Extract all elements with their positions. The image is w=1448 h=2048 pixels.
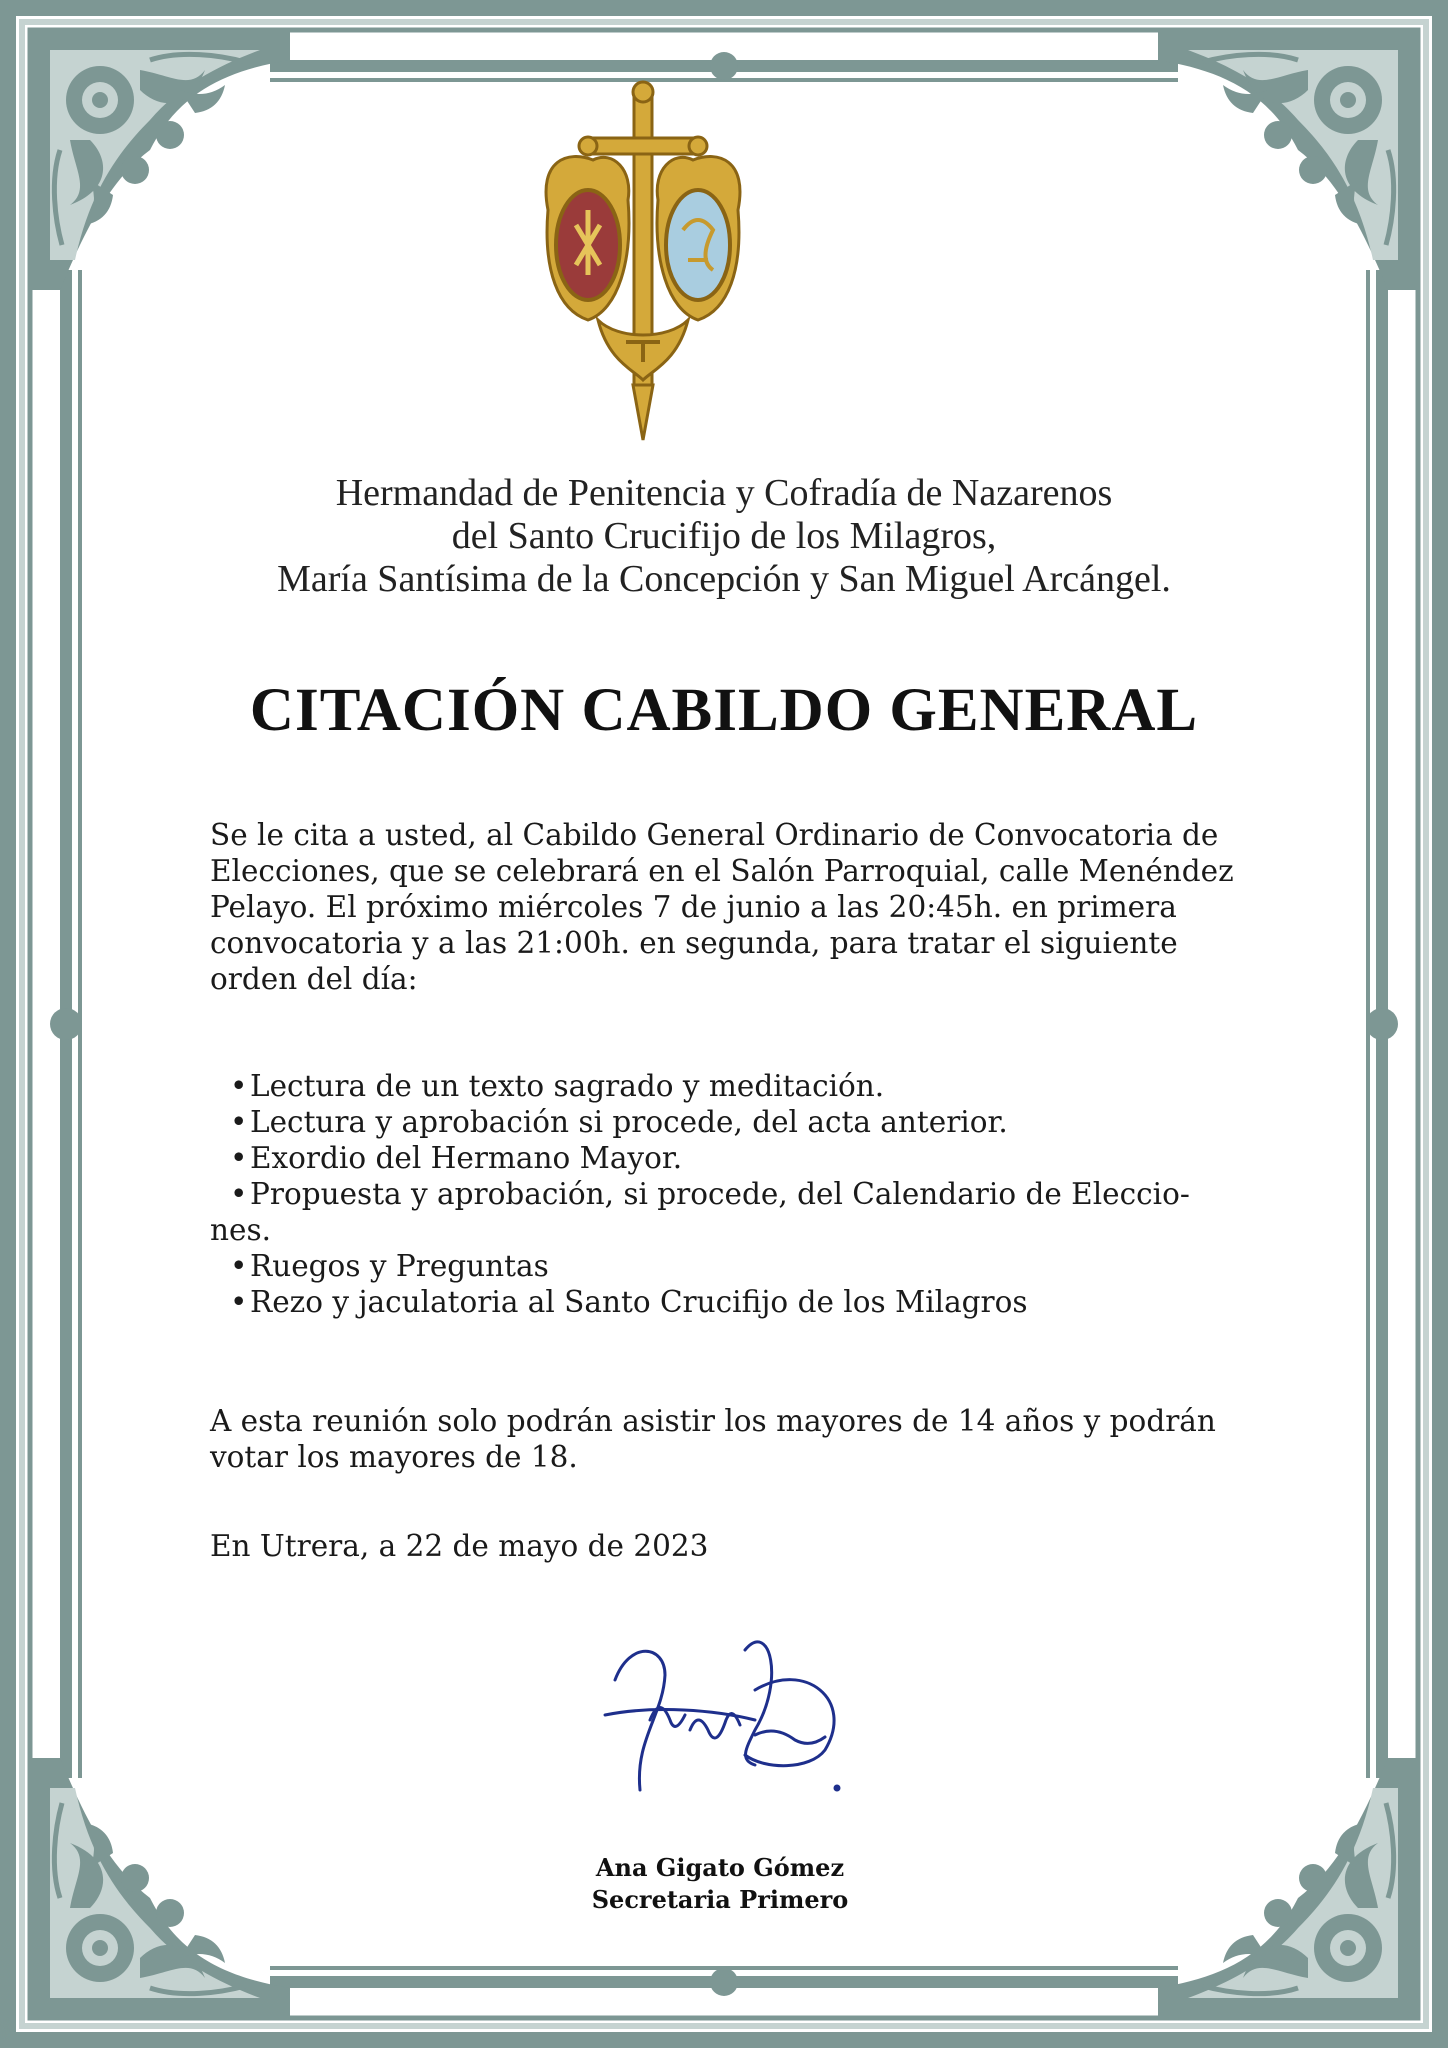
agenda-item-text: Ruegos y Preguntas	[250, 1249, 549, 1283]
agenda-item	[210, 1176, 1260, 1248]
signer-role: Secretaria Primero	[591, 1885, 849, 1914]
intro-line: Pelayo. El próximo miércoles 7 de junio a las 20:45h. en primera	[210, 890, 1177, 924]
attendance-line: votar los mayores de 18.	[210, 1440, 578, 1474]
attendance-line: A esta reunión solo podrán asistir los mayores de 14 años y podrán	[210, 1404, 1216, 1438]
brotherhood-name	[120, 472, 1328, 601]
brotherhood-name-line-1: Hermandad de Penitencia y Cofradía de Nazarenos	[335, 472, 1113, 514]
place-and-date: En Utrera, a 22 de mayo de 2023	[210, 1529, 709, 1563]
agenda-item-text: Exordio del Hermano Mayor.	[250, 1141, 683, 1175]
agenda-list	[210, 1068, 1260, 1320]
signer-block	[470, 1852, 970, 1916]
attendance-note	[210, 1403, 1260, 1475]
agenda-item	[230, 1104, 1260, 1140]
intro-line: Se le cita a usted, al Cabildo General Ordinario de Convocatoria de	[210, 818, 1219, 852]
handwritten-signature-icon	[595, 1620, 865, 1810]
intro-paragraph	[210, 817, 1260, 997]
agenda-item-continuation: nes.	[210, 1213, 271, 1247]
intro-line: orden del día:	[210, 962, 418, 996]
intro-line: convocatoria y a las 21:00h. en segunda, para tratar el siguiente	[210, 926, 1178, 960]
agenda-item-text: Lectura de un texto sagrado y meditación.	[250, 1069, 885, 1103]
intro-line: Elecciones, que se celebrará en el Salón Parroquial, calle Menéndez	[210, 854, 1234, 888]
brotherhood-name-line-3: María Santísima de la Concepción y San Miguel Arcángel.	[277, 558, 1171, 600]
agenda-item	[230, 1140, 1260, 1176]
agenda-item-text: Lectura y aprobación si procede, del acta anterior.	[250, 1105, 1008, 1139]
agenda-item	[230, 1248, 1260, 1284]
agenda-item	[230, 1284, 1260, 1320]
document-title: CITACIÓN CABILDO GENERAL	[249, 677, 1199, 744]
agenda-item	[230, 1068, 1260, 1104]
signer-name: Ana Gigato Gómez	[595, 1853, 845, 1882]
brotherhood-crest-icon	[538, 80, 748, 445]
brotherhood-name-line-2: del Santo Crucifijo de los Milagros,	[451, 515, 997, 557]
agenda-item-text: Propuesta y aprobación, si procede, del Calendario de Eleccio-	[250, 1177, 1190, 1211]
agenda-item-text: Rezo y jaculatoria al Santo Crucifijo de los Milagros	[250, 1285, 1028, 1319]
